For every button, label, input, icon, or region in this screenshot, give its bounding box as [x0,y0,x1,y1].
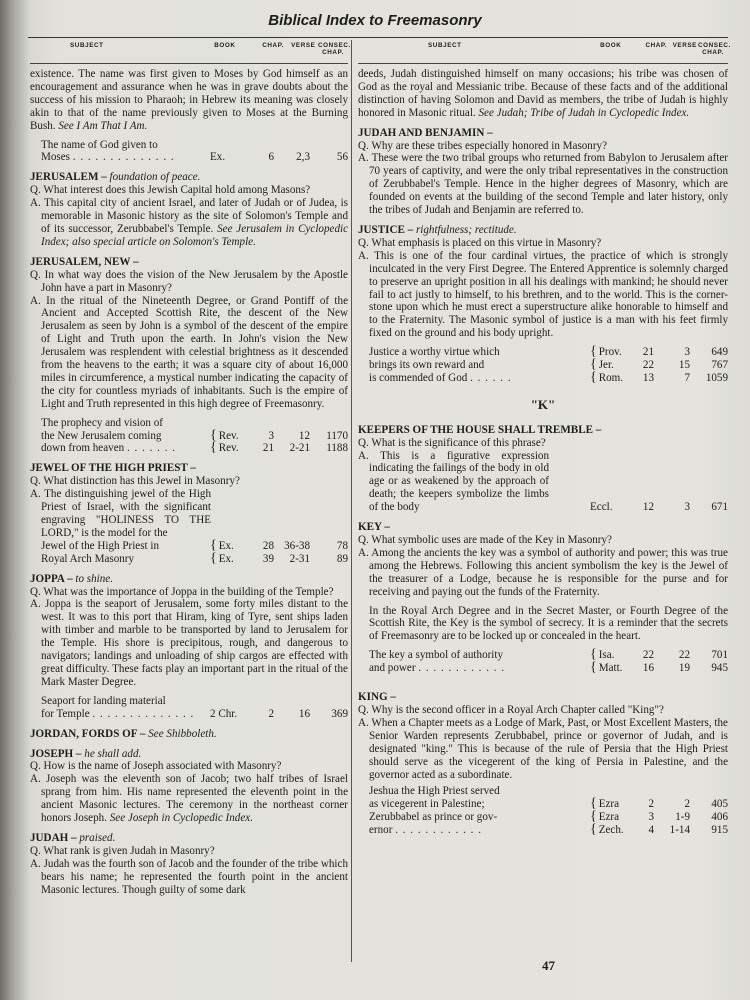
entry-answer: A. When a Chapter meets as a Lodge of Mark, Past, or Most Excellent Masters, the Senior Warden represents Zerubbabel, prince or governor of Judah, and is designated "king." This is because of the rule of Persia that the High Priest should serve as the vicegerent of the king of Persia in Palestine, and the governor acted as a subordinate. [358,716,728,781]
entry-judah [30,832,348,897]
entry-question: Q. What interest does this Jewish Capital hold among Masons? [30,184,311,197]
ref-text: Seaport for landing material [41,694,166,707]
ref-consec: 915 [711,824,728,837]
entry-answer: A. Judah was the fourth son of Jacob and the founder of the tribe which bears his name; he represented the fourth point in the ancient Masonic lectures. Though guilty of some dark [30,857,348,896]
left-column [30,42,351,896]
header-consec [318,42,351,60]
entry-heading: JUSTICE – [358,223,414,236]
header-verse: VERSE [672,42,697,49]
reference-justice: Justice a worthy virtue which brings its own reward and is commended of God . . . . . . { Prov. 21 3 649 { Jer. 22 15 767 { Rom. 13 7 1059 [369,344,728,385]
ref-verse: 12 [298,429,310,442]
entry-joseph [30,748,348,825]
ref-text: for Temple [41,707,90,720]
ref-chap: 39 [262,552,274,565]
continued-text [358,68,728,120]
ref-text: down from heaven [41,442,125,455]
answer-see: See Joseph in Cyclopedic Index. [109,812,253,825]
ref-text: The key a symbol of authority [369,649,504,662]
ref-text: Jeshua the High Priest served [369,785,500,798]
ref-book: Jer. [598,359,614,372]
reference-key: The key a symbol of authority and power . . . . . . . . . . . . { Isa. 22 22 701 { Matt. 16 19 945 [369,647,728,676]
entry-answer: A. In the ritual of the Nineteenth Degree, or Grand Pontiff of the Ancient and Accepted Scottish Rite, the descent of the New Jerusalem as seen by John is a symbol of the descent of the empire of Light and Truth upon the earth. In John's vision the New Jerusalem was resplendent with celestial brightness as it descended from the heavens to the earth; it was a square city of about 16,000 miles in circumference, a mystical number indicating the capacity of the city for countless myriads of inhabitants. Such is the empire of Light and Truth represented in this high degree of Freemasonry. [30,294,348,410]
entry-meaning: praised. [79,831,116,844]
entry-heading: JERUSALEM – [30,171,107,184]
ref-chap: 6 [268,151,274,164]
entry-heading: JUDAH – [30,831,77,844]
ref-chap: 12 [642,501,654,514]
header-consec-2: CHAP. [702,49,724,56]
header-consec-1: CONSEC. [318,42,351,49]
column-header [358,42,731,64]
entry-question: Q. What emphasis is placed on this virtue in Masonry? [358,236,602,249]
ref-chap: 3 [648,811,654,824]
ref-chap: 2 [648,798,654,811]
answer-see: See Jerusalem in Cyclopedic Index; also special article on Solomon's Temple. [41,222,349,248]
entry-heading: JORDAN, FORDS OF – [30,727,146,740]
entry-keepers [358,424,728,514]
ref-verse: 3 [684,501,690,514]
ref-verse: 2-31 [289,552,310,565]
ref-text: The prophecy and vision of [41,416,163,429]
ref-book: Isa. [598,649,615,662]
ref-book: Ex. [218,552,234,565]
ref-consec: 406 [711,811,728,824]
entry-question: Q. Why is the second officer in a Royal Arch Chapter called "King"? [358,703,664,716]
entry-meaning: to shine. [75,572,113,585]
title-rule [28,37,728,38]
entry-key [358,521,728,675]
entry-answer-continued: In the Royal Arch Degree and in the Secret Master, or Fourth Degree of the Scottish Rite, the Key is the symbol of secrecy. It is a reminder that the secrets of Freemasonry are to be locked up or concealed in the heart. [369,604,728,643]
continued-body: deeds, Judah distinguished himself on many occasions; his tribe was chosen of God as the royal and Messianic tribe. Because of these facts and of the additional distinction of having Solomon and David as members, the tribe of Judah is highly honored in Masonic ritual. [358,68,728,119]
entry-meaning: foundation of peace. [109,171,201,184]
entry-question: Q. Why are these tribes especially honored in Masonry? [358,139,608,152]
header-verse: VERSE [291,42,316,49]
entry-jerusalem-new [30,256,348,456]
ref-consec: 1059 [705,371,728,384]
ref-consec: 78 [336,539,348,552]
reference-keepers [358,450,728,515]
entry-answer: A. This is a figurative expression indicating the failings of the body in old age or as weakened by the approach of death; the keepers symbolize the limbs of the body [358,449,549,514]
continued-see: See Judah; Tribe of Judah in Cyclopedic Index. [478,106,690,119]
ref-chap: 28 [262,539,274,552]
entry-answer: A. These were the two tribal groups who returned from Babylon to Jerusalem after 70 years of captivity, and were the only tribal representatives in the construction of Zerubbabel's Temple. Hence in the higher degrees of Masonry, which are founded on events at the building of the second Temple and later history, only the tribes of Judah and Benjamin are referred to. [358,152,728,217]
page-title: Biblical Index to Freemasonry [268,12,482,29]
ref-consec: 56 [336,151,348,164]
ref-text: Jewel of the High Priest in [41,539,160,552]
header-book: BOOK [600,42,622,49]
entry-question: Q. What is the significance of this phrase? [358,436,546,449]
ref-chap: 3 [268,429,274,442]
ref-consec: 1188 [326,442,348,455]
header-book: BOOK [214,42,236,49]
ref-chap: 2 [268,707,274,720]
reference-moses: The name of God given to Moses . . . . . . . . . . . . . . Ex. 6 2,3 56 [41,138,348,164]
header-subject: SUBJECT [70,42,104,49]
column-header [30,42,351,64]
ref-verse: 15 [678,359,690,372]
header-consec [698,42,731,60]
ref-text: Moses [41,151,70,164]
ref-book: Ex. [210,151,226,164]
entry-jewel [30,462,348,565]
entry-answer: A. This is one of the four cardinal virtues, the practice of which is strongly inculcated in the very First Degree. The Entered Apprentice is solemnly charged to preserve an upright position in all his dealings with mankind; he should never fail to act justly to himself, to his brethren, and to the world. This is the corner-stone upon which he must erect a superstructure alike honorable to himself and to the Fraternity. The Masonic symbol of justice is a man with his feet firmly fixed on the ground and his body upright. [358,249,728,340]
reference-jewel: Jewel of the High Priest in Royal Arch Masonry { Ex. 28 36-38 78 { Ex. 39 2-31 89 [41,537,348,566]
ref-verse: 2,3 [296,151,310,164]
reference-joppa: Seaport for landing material for Temple . . . . . . . . . . . . . . 2 Chr. 2 16 369 [41,694,348,720]
entry-answer: A. The distinguishing jewel of the High Priest of Israel, with the significant engraving "HOLINESS TO THE LORD," is the model for the [30,488,211,539]
header-chap: CHAP. [645,42,668,49]
ref-text: The name of God given to [41,138,158,151]
ref-verse: 22 [678,649,690,662]
continued-text [30,68,348,133]
ref-book: Prov. [598,346,622,359]
ref-consec: 649 [711,346,728,359]
entry-justice [358,224,728,385]
entry-heading: JEWEL OF THE HIGH PRIEST – [30,462,196,475]
ref-verse: 16 [298,707,310,720]
ref-verse: 19 [678,662,690,675]
entry-question: Q. What symbolic uses are made of the Key in Masonry? [358,534,612,546]
ref-chap: 13 [642,371,654,384]
reference-king: Jeshua the High Priest served as vicegerent in Palestine; Zerubbabel as prince or gov- ernor . . . . . . . . . . . . { Ezra 2 2 405 { Ezra 3 1-9 406 { Zech. 4 1-14 915 [369,785,728,838]
ref-text: as vicegerent in Palestine; [369,798,485,811]
ref-text: brings its own reward and [369,359,485,372]
ref-book: Ezra [598,811,620,824]
page-number: 47 [542,958,555,973]
ref-consec: 945 [711,662,728,675]
entry-question: Q. What rank is given Judah in Masonry? [30,844,215,857]
ref-book: Matt. [598,662,623,675]
ref-text: Justice a worthy virtue which [369,346,500,359]
ref-consec: 89 [336,552,348,565]
ref-consec: 369 [331,707,348,720]
ref-text: and power [369,662,416,675]
header-consec-2: CHAP. [322,49,344,56]
ref-book: Ex. [218,539,234,552]
entry-meaning: he shall add. [84,747,142,760]
reference-new-jerusalem: The prophecy and vision of the New Jerusalem coming down from heaven . . . . . . . { Rev. 3 12 1170 { Rev. 21 2-21 1188 [41,416,348,456]
ref-chap: 21 [262,442,274,455]
answer-text: A. Joseph was the eleventh son of Jacob; two half tribes of Israel sprang from him. His name represented the eleventh point in the ancient Masonic lectures. The ceremony in the northeast corner honors Joseph. [30,773,348,825]
ref-book: Zech. [598,824,624,837]
ref-book: Rom. [598,371,624,384]
ref-verse: 2 [684,798,690,811]
entry-judah-benjamin [358,127,728,217]
section-letter: "K" [530,396,556,412]
ref-book: Rev. [218,442,239,455]
entry-answer: A. Joppa is the seaport of Jerusalem, some forty miles distant to the west. It was to this port that Hiram, king of Tyre, sent ships laden with timber and marble to be transported by land to Jerusalem for the Temple. His shore is precipitous, rough, and dangerous to navigators; landings and unloading of ship cargos are effected with great difficulty. These facts play an important part in the ritual of the Mark Master Degree. [30,598,348,688]
ref-consec: 671 [711,501,728,514]
ref-verse: 1-9 [675,811,690,824]
ref-consec: 405 [711,798,728,811]
ref-consec: 701 [711,649,728,662]
continued-see: See I Am That I Am. [58,119,148,132]
entry-heading: KEEPERS OF THE HOUSE SHALL TREMBLE – [358,423,602,436]
ref-book: Eccl. [590,501,613,514]
ref-chap: 21 [642,346,654,359]
right-column [358,42,731,838]
entry-see: See Shibboleth. [148,727,217,740]
entry-answer: A. Among the ancients the key was a symbol of authority and power; this was true among the Hebrews. Following this ancient symbolism the key is the Jewel of the treasurer of a Lodge, because he is responsible for the purse and for receiving and paying out the funds of the Fraternity. [358,546,728,598]
ref-chap: 22 [642,649,654,662]
entry-heading: JOSEPH – [30,747,82,760]
entry-answer [30,197,348,249]
ref-verse: 2-21 [289,442,310,455]
ref-text: Royal Arch Masonry [41,552,135,565]
entry-question: Q. In what way does the vision of the New Jerusalem by the Apostle John have a part in Masonry? [30,268,348,294]
ref-verse: 1-14 [669,824,690,837]
ref-text: Zerubbabel as prince or gov- [369,811,498,824]
entry-heading: JERUSALEM, NEW – [30,255,139,268]
ref-book: Ezra [598,798,620,811]
entry-jordan [30,728,348,741]
column-divider [351,40,352,962]
ref-text: the New Jerusalem coming [41,429,162,442]
ref-chap: 22 [642,359,654,372]
entry-heading: KEY – [358,521,390,534]
ref-verse: 36-38 [284,539,310,552]
entry-question: Q. What distinction has this Jewel in Masonry? [30,475,240,488]
entry-king [358,691,728,837]
answer-text: A. This capital city of ancient Israel, and later of Judah or of Judea, is memorable in Masonic history as the site of Solomon's Temple and of its successor, Zerubbabel's Temple. [30,197,348,235]
continued-body: existence. The name was first given to Moses by God himself as an encouragement and assurance when he was in grave doubts about the success of his mission to Pharaoh; in Hebrew its meaning was closely akin to that of the name previously given to Moses at the Burning Bush. [30,68,348,132]
ref-verse: 7 [684,371,690,384]
entry-heading: JOPPA – [30,572,73,585]
entry-meaning: rightfulness; rectitude. [415,223,517,236]
ref-book: Rev. [218,429,239,442]
ref-text: is commended of God [369,371,468,384]
ref-consec: 1170 [326,429,348,442]
entry-question: Q. How is the name of Joseph associated with Masonry? [30,760,282,773]
ref-book: 2 Chr. [210,707,238,720]
entry-joppa [30,573,348,721]
ref-verse: 3 [684,346,690,359]
entry-answer [30,773,348,825]
ref-text: ernor [369,824,393,837]
header-consec-1: CONSEC. [698,42,731,49]
entry-jerusalem [30,171,348,248]
entry-heading: JUDAH AND BENJAMIN – [358,126,493,139]
entry-question: Q. What was the importance of Joppa in the building of the Temple? [30,585,334,598]
entry-heading: KING – [358,691,396,704]
ref-consec: 767 [711,359,728,372]
header-subject: SUBJECT [428,42,462,49]
header-chap: CHAP. [262,42,285,49]
ref-chap: 4 [648,824,654,837]
ref-chap: 16 [642,662,654,675]
